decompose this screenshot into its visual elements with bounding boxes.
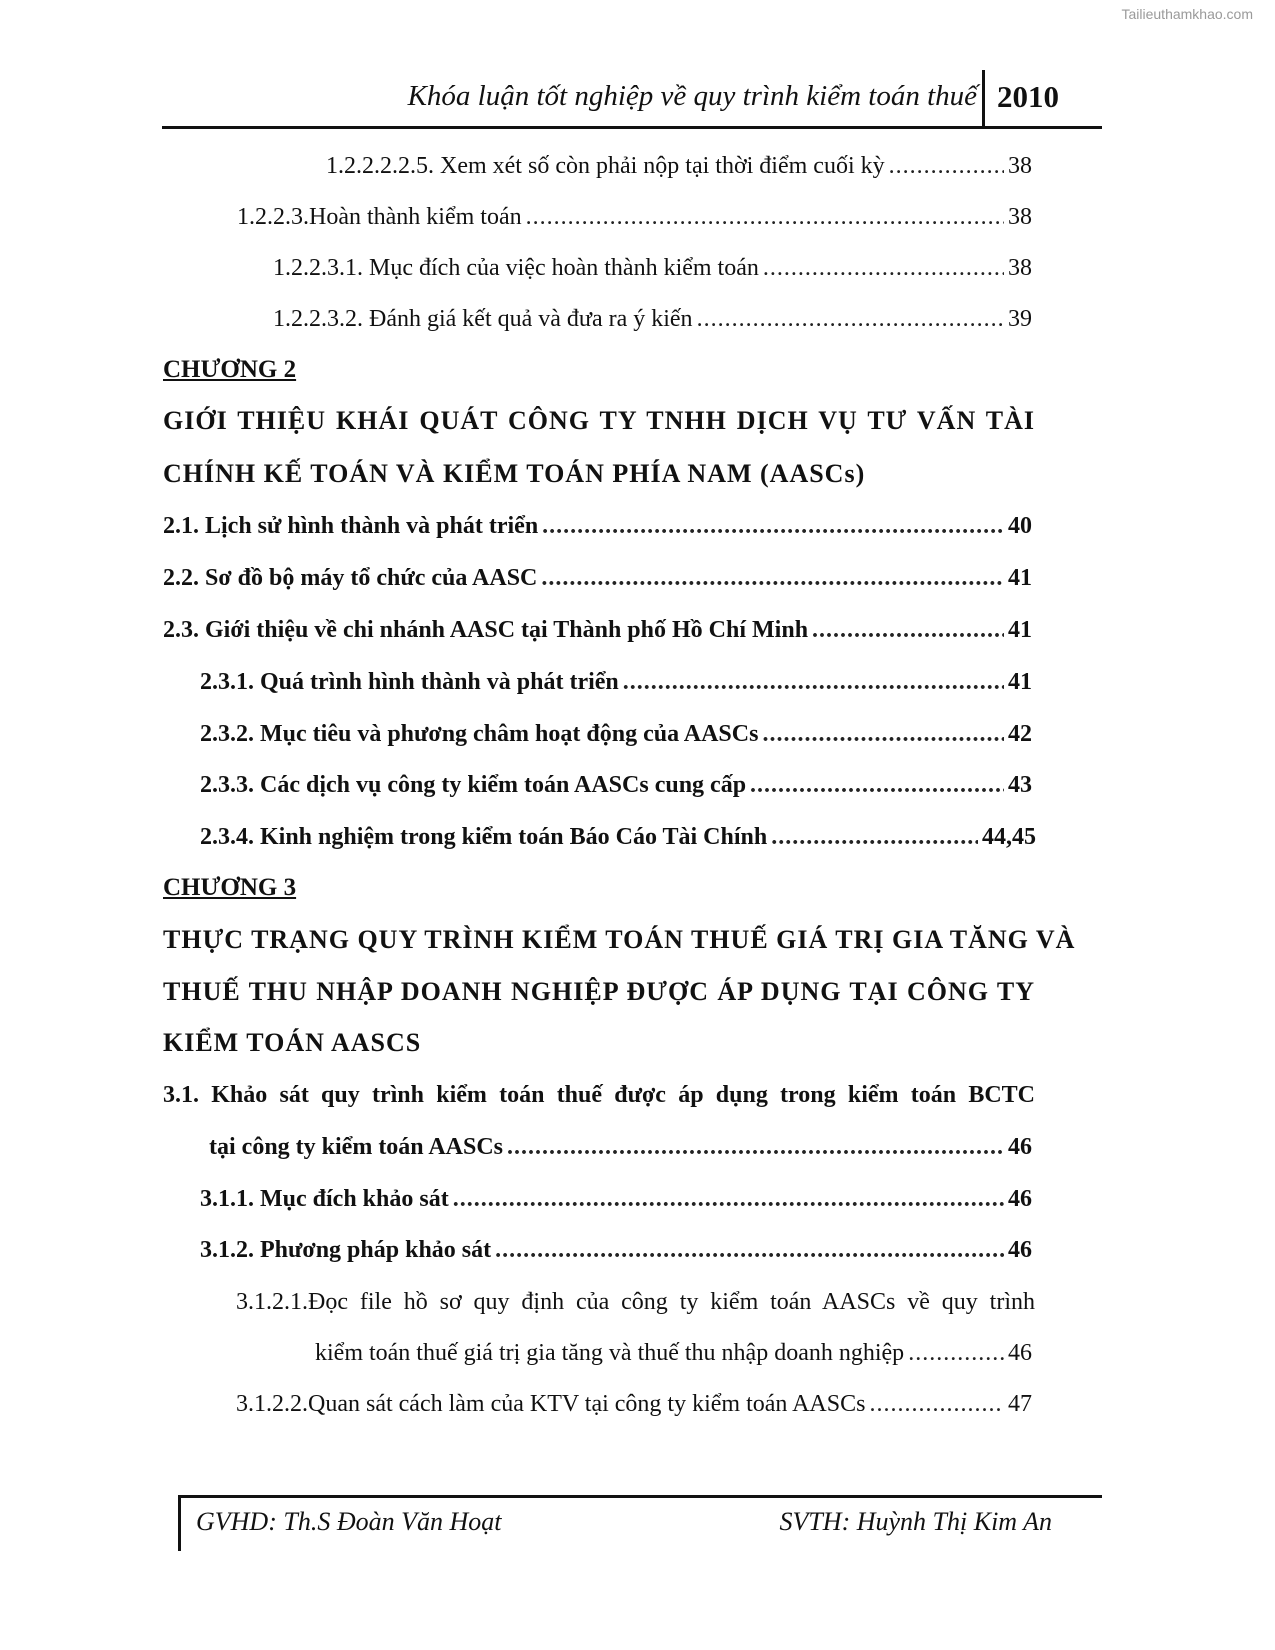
chapter-2-title-line: GIỚI THIỆU KHÁI QUÁT CÔNG TY TNHH DỊCH VỤ TƯ VẤN TÀI (163, 406, 1035, 435)
leader-dots (771, 821, 978, 853)
toc-entry-label: 1.2.2.3.1. Mục đích của việc hoàn thành kiểm toán (273, 255, 759, 281)
chapter-2-label: CHƯƠNG 2 (163, 356, 297, 383)
toc-entry (200, 821, 1036, 853)
leader-dots (697, 303, 1004, 335)
toc-entry-label: tại công ty kiểm toán AASCs (209, 1134, 504, 1160)
leader-dots (763, 252, 1004, 284)
toc-entry (200, 666, 1032, 698)
leader-dots (541, 562, 1004, 594)
footer-divider (178, 1495, 181, 1551)
chapter-2-title-line: CHÍNH KẾ TOÁN VÀ KIỂM TOÁN PHÍA NAM (AASCs) (163, 459, 866, 488)
leader-dots (507, 1131, 1004, 1163)
toc-entry-page: 41 (1008, 617, 1032, 643)
footer-student: SVTH: Huỳnh Thị Kim An (779, 1507, 1052, 1536)
toc-entry (209, 1131, 1032, 1163)
chapter-3-title-line: THUẾ THU NHẬP DOANH NGHIỆP ĐƯỢC ÁP DỤNG TẠI CÔNG TY (163, 977, 1035, 1006)
toc-entry-label: 2.2. Sơ đồ bộ máy tổ chức của AASC (163, 565, 538, 591)
toc-entry-label: kiểm toán thuế giá trị gia tăng và thuế thu nhập doanh nghiệp (315, 1340, 905, 1366)
toc-entry-page: 46 (1008, 1237, 1032, 1263)
leader-dots (889, 150, 1004, 182)
leader-dots (908, 1337, 1004, 1369)
footer-rule (178, 1495, 1102, 1498)
leader-dots (812, 614, 1004, 646)
toc-entry-page: 38 (1008, 255, 1032, 281)
leader-dots (495, 1234, 1004, 1266)
toc-entry-page: 43 (1008, 772, 1032, 798)
toc-entry-page: 47 (1008, 1391, 1032, 1417)
toc-entry-page: 41 (1008, 669, 1032, 695)
toc-entry-page: 42 (1008, 721, 1032, 747)
header-title: Khóa luận tốt nghiệp về quy trình kiểm toán thuế (407, 80, 977, 112)
toc-entry-page: 40 (1008, 513, 1032, 539)
toc-entry-page: 38 (1008, 153, 1032, 179)
toc-entry-page: 46 (1008, 1134, 1032, 1160)
toc-entry-label: 2.1. Lịch sử hình thành và phát triển (163, 513, 539, 539)
footer-advisor: GVHD: Th.S Đoàn Văn Hoạt (196, 1507, 502, 1536)
leader-dots (542, 510, 1004, 542)
toc-entry (200, 1234, 1032, 1266)
toc-entry-page: 46 (1008, 1340, 1032, 1366)
leader-dots (526, 201, 1004, 233)
toc-entry-label: 1.2.2.3.Hoàn thành kiểm toán (237, 204, 522, 230)
toc-entry-line: 3.1.2.1.Đọc file hồ sơ quy định của công ty kiểm toán AASCs về quy trình (236, 1289, 1035, 1315)
toc-entry (237, 201, 1032, 233)
chapter-3-title-line: THỰC TRẠNG QUY TRÌNH KIỂM TOÁN THUẾ GIÁ TRỊ GIA TĂNG VÀ (163, 925, 1076, 954)
chapter-3-label: CHƯƠNG 3 (163, 874, 297, 901)
leader-dots (869, 1388, 1004, 1420)
toc-entry-label: 2.3.4. Kinh nghiệm trong kiểm toán Báo Cáo Tài Chính (200, 824, 768, 850)
toc-entry (236, 1388, 1032, 1420)
toc-entry-page: 41 (1008, 565, 1032, 591)
toc-entry (326, 150, 1032, 182)
leader-dots (453, 1183, 1004, 1215)
toc-entry (273, 252, 1032, 284)
leader-dots (750, 769, 1004, 801)
toc-entry-label: 3.1.1. Mục đích khảo sát (200, 1186, 449, 1212)
header-year: 2010 (997, 79, 1059, 114)
toc-entry (273, 303, 1032, 335)
toc-entry (163, 562, 1032, 594)
leader-dots (762, 718, 1004, 750)
chapter-3-title-line: KIỂM TOÁN AASCS (163, 1028, 422, 1057)
watermark: Tailieuthamkhao.com (1121, 6, 1253, 22)
toc-entry-line: 3.1. Khảo sát quy trình kiểm toán thuế được áp dụng trong kiểm toán BCTC (163, 1082, 1035, 1108)
toc-entry-page: 44,45 (982, 824, 1036, 850)
toc-entry-label: 2.3. Giới thiệu về chi nhánh AASC tại Thành phố Hồ Chí Minh (163, 617, 809, 643)
toc-entry (200, 1183, 1032, 1215)
toc-entry-label: 1.2.2.3.2. Đánh giá kết quả và đưa ra ý kiến (273, 306, 693, 332)
toc-entry-label: 2.3.3. Các dịch vụ công ty kiểm toán AASCs cung cấp (200, 772, 747, 798)
toc-entry (163, 510, 1032, 542)
toc-entry-page: 38 (1008, 204, 1032, 230)
toc-entry (200, 769, 1032, 801)
page-footer (178, 1495, 1102, 1551)
leader-dots (623, 666, 1004, 698)
toc-entry-label: 2.3.1. Quá trình hình thành và phát triển (200, 669, 619, 695)
toc-entry (200, 718, 1032, 750)
toc-entry-page: 39 (1008, 306, 1032, 332)
toc-entry (163, 614, 1032, 646)
toc-entry-label: 2.3.2. Mục tiêu và phương châm hoạt động của AASCs (200, 721, 759, 747)
toc-entry-label: 1.2.2.2.2.5. Xem xét số còn phải nộp tại thời điểm cuối kỳ (326, 153, 885, 179)
toc-entry-label: 3.1.2. Phương pháp khảo sát (200, 1237, 492, 1263)
toc-entry (315, 1337, 1032, 1369)
toc-entry-label: 3.1.2.2.Quan sát cách làm của KTV tại công ty kiểm toán AASCs (236, 1391, 866, 1417)
toc-entry-page: 46 (1008, 1186, 1032, 1212)
